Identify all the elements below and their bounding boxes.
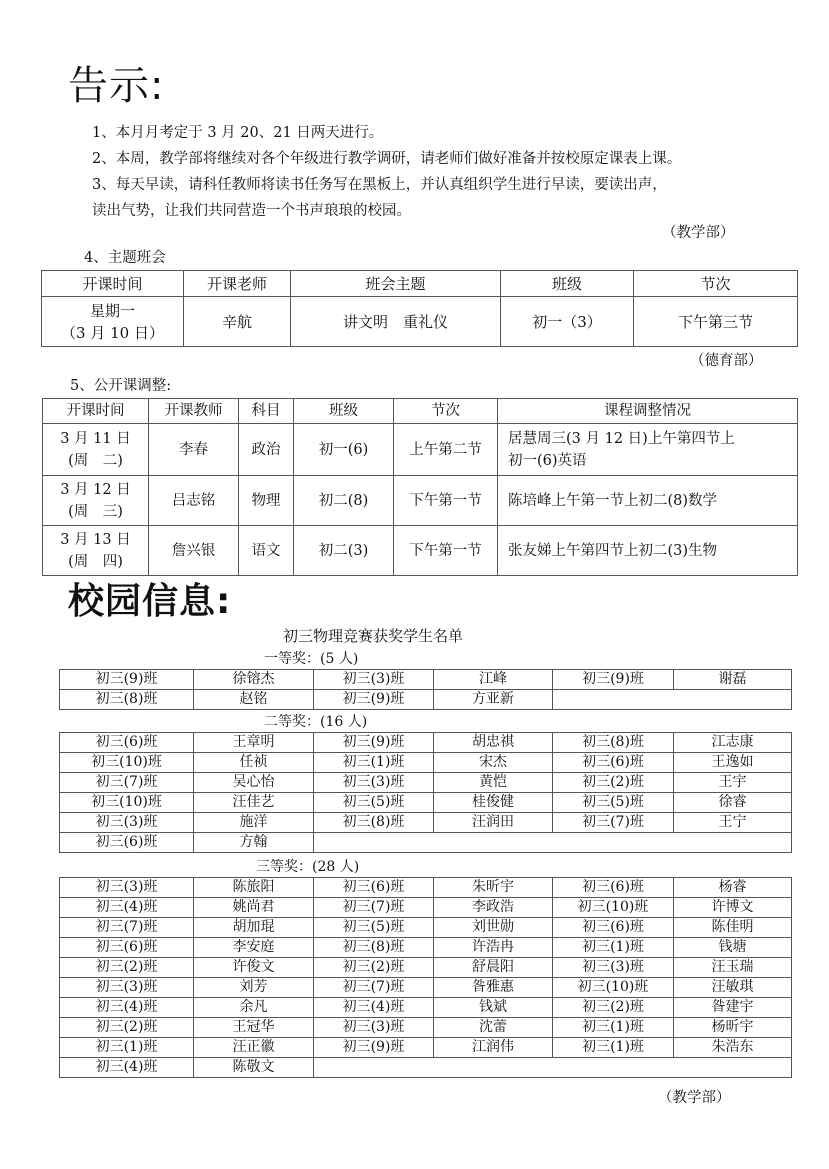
class-cell: 初三(4)班 bbox=[60, 898, 194, 918]
header-cell: 开课老师 bbox=[184, 271, 291, 297]
class-cell bbox=[294, 476, 394, 526]
class-cell: 初三(2)班 bbox=[60, 958, 194, 978]
teacher-cell bbox=[149, 476, 239, 526]
class-cell: 初三(4)班 bbox=[60, 1058, 194, 1078]
period-cell: 下午第三节 bbox=[634, 297, 798, 347]
student-name-cell: 谢磊 bbox=[674, 670, 792, 690]
teacher-cell-line: 詹兴银 bbox=[171, 542, 216, 559]
date-cell-line: (周 四) bbox=[68, 553, 123, 570]
date-cell-line: 3 月 13 日 bbox=[60, 531, 131, 548]
topic-cell: 讲文明 重礼仪 bbox=[291, 297, 501, 347]
date-cell bbox=[43, 476, 149, 526]
table-row bbox=[60, 1018, 792, 1038]
third-prize-table bbox=[59, 877, 792, 1078]
class-cell bbox=[294, 424, 394, 476]
student-name-cell: 施洋 bbox=[194, 813, 314, 833]
class-cell bbox=[294, 526, 394, 576]
time-line-2: （3 月 10 日） bbox=[61, 323, 164, 342]
student-name-cell: 任祯 bbox=[194, 753, 314, 773]
class-cell: 初三(7)班 bbox=[314, 978, 434, 998]
student-name-cell: 刘世勋 bbox=[434, 918, 553, 938]
table-row bbox=[60, 793, 792, 813]
class-cell: 初三(3)班 bbox=[314, 1018, 434, 1038]
first-prize-label: 一等奖：(5 人) bbox=[264, 651, 359, 667]
subject-cell bbox=[239, 526, 294, 576]
student-name-cell: 胡忠祺 bbox=[434, 733, 553, 753]
date-cell bbox=[43, 424, 149, 476]
teacher-cell-line: 李春 bbox=[179, 441, 208, 458]
date-cell bbox=[43, 526, 149, 576]
student-name-cell: 江志康 bbox=[674, 733, 792, 753]
class-cell: 初三(6)班 bbox=[553, 753, 674, 773]
class-meeting-heading: 4、主题班会 bbox=[84, 250, 166, 266]
table-header-row bbox=[43, 399, 798, 424]
teacher-cell bbox=[149, 526, 239, 576]
award-list-title: 初三物理竞赛获奖学生名单 bbox=[283, 627, 464, 645]
table-row bbox=[43, 424, 798, 476]
class-cell-line: 初二(8) bbox=[318, 492, 369, 509]
student-name-cell: 江润伟 bbox=[434, 1038, 553, 1058]
table-row bbox=[60, 998, 792, 1018]
class-cell: 初三(3)班 bbox=[553, 958, 674, 978]
header-cell: 科目 bbox=[239, 399, 294, 424]
class-cell: 初三(3)班 bbox=[60, 878, 194, 898]
student-name-cell: 许博文 bbox=[674, 898, 792, 918]
class-cell: 初三(9)班 bbox=[60, 670, 194, 690]
student-name-cell: 许俊文 bbox=[194, 958, 314, 978]
class-cell: 初三(4)班 bbox=[314, 998, 434, 1018]
student-name-cell: 徐睿 bbox=[674, 793, 792, 813]
student-name-cell: 杨昕宇 bbox=[674, 1018, 792, 1038]
class-meeting-signature: （德育部） bbox=[690, 353, 763, 369]
class-cell: 初三(3)班 bbox=[60, 813, 194, 833]
class-cell: 初三(6)班 bbox=[60, 833, 194, 853]
notice-title: 告示: bbox=[68, 63, 165, 109]
table-row bbox=[60, 690, 792, 710]
student-name-cell: 刘芳 bbox=[194, 978, 314, 998]
class-cell: 初三(7)班 bbox=[60, 773, 194, 793]
student-name-cell: 桂俊健 bbox=[434, 793, 553, 813]
class-cell: 初三(3)班 bbox=[60, 978, 194, 998]
adjustment-cell bbox=[498, 424, 798, 476]
class-cell: 初三(10)班 bbox=[553, 898, 674, 918]
class-cell: 初三(5)班 bbox=[314, 918, 434, 938]
table-row bbox=[60, 813, 792, 833]
student-name-cell: 黄恺 bbox=[434, 773, 553, 793]
subject-cell bbox=[239, 476, 294, 526]
second-prize-label: 二等奖：(16 人) bbox=[264, 714, 368, 730]
class-cell: 初三(7)班 bbox=[314, 898, 434, 918]
class-cell: 初三(9)班 bbox=[314, 733, 434, 753]
third-prize-label: 三等奖：(28 人) bbox=[256, 859, 360, 875]
student-name-cell: 宋杰 bbox=[434, 753, 553, 773]
header-cell: 班级 bbox=[501, 271, 634, 297]
adjustment-cell-line: 初一(6)英语 bbox=[508, 452, 587, 469]
class-cell: 初三(10)班 bbox=[553, 978, 674, 998]
table-row bbox=[60, 938, 792, 958]
table-row bbox=[43, 526, 798, 576]
open-class-table bbox=[42, 398, 798, 576]
class-cell-line: 初一(6) bbox=[318, 441, 369, 458]
student-name-cell: 昝雅惠 bbox=[434, 978, 553, 998]
student-name-cell: 江峰 bbox=[434, 670, 553, 690]
date-cell-line: (周 二) bbox=[68, 452, 123, 469]
class-cell: 初三(6)班 bbox=[314, 878, 434, 898]
class-cell: 初三(1)班 bbox=[60, 1038, 194, 1058]
class-cell: 初三(2)班 bbox=[314, 958, 434, 978]
period-cell bbox=[394, 476, 498, 526]
campus-signature: （教学部） bbox=[658, 1090, 731, 1106]
class-cell: 初三(8)班 bbox=[553, 733, 674, 753]
class-cell: 初三(2)班 bbox=[60, 1018, 194, 1038]
student-name-cell: 方亚新 bbox=[434, 690, 553, 710]
class-cell: 初三(9)班 bbox=[553, 670, 674, 690]
class-cell: 初三(3)班 bbox=[314, 670, 434, 690]
date-cell-line: 3 月 12 日 bbox=[60, 481, 131, 498]
header-cell: 课程调整情况 bbox=[498, 399, 798, 424]
student-name-cell: 李安庭 bbox=[194, 938, 314, 958]
subject-cell-line: 语文 bbox=[251, 542, 281, 559]
class-cell: 初三(5)班 bbox=[314, 793, 434, 813]
class-cell: 初三(1)班 bbox=[553, 1018, 674, 1038]
class-cell: 初三(3)班 bbox=[314, 773, 434, 793]
class-cell: 初三(8)班 bbox=[314, 938, 434, 958]
table-row bbox=[60, 753, 792, 773]
student-name-cell: 钱塘 bbox=[674, 938, 792, 958]
class-cell: 初三(8)班 bbox=[314, 813, 434, 833]
header-cell: 开课时间 bbox=[43, 399, 149, 424]
empty-cell bbox=[314, 1058, 792, 1078]
time-line-1: 星期一 bbox=[89, 301, 135, 320]
student-name-cell: 吴心怡 bbox=[194, 773, 314, 793]
empty-cell bbox=[553, 690, 792, 710]
student-name-cell: 陈佳明 bbox=[674, 918, 792, 938]
table-row bbox=[42, 297, 798, 347]
student-name-cell: 杨睿 bbox=[674, 878, 792, 898]
student-name-cell: 许浩冉 bbox=[434, 938, 553, 958]
period-cell bbox=[394, 424, 498, 476]
table-row bbox=[60, 1038, 792, 1058]
student-name-cell: 汪敏琪 bbox=[674, 978, 792, 998]
period-cell-line: 下午第一节 bbox=[409, 492, 482, 509]
table-row bbox=[60, 670, 792, 690]
student-name-cell: 汪佳艺 bbox=[194, 793, 314, 813]
class-cell: 初三(6)班 bbox=[60, 938, 194, 958]
subject-cell bbox=[239, 424, 294, 476]
class-cell: 初三(9)班 bbox=[314, 690, 434, 710]
header-cell: 班会主题 bbox=[291, 271, 501, 297]
notice-signature: （教学部） bbox=[662, 225, 735, 241]
student-name-cell: 王冠华 bbox=[194, 1018, 314, 1038]
student-name-cell: 沈蕾 bbox=[434, 1018, 553, 1038]
subject-cell-line: 政治 bbox=[251, 441, 281, 458]
period-cell-line: 下午第一节 bbox=[409, 542, 482, 559]
student-name-cell: 姚尚君 bbox=[194, 898, 314, 918]
student-name-cell: 昝建宇 bbox=[674, 998, 792, 1018]
header-cell: 班级 bbox=[294, 399, 394, 424]
teacher-cell bbox=[149, 424, 239, 476]
header-cell: 节次 bbox=[634, 271, 798, 297]
period-cell-line: 上午第二节 bbox=[409, 441, 482, 458]
class-cell: 初三(9)班 bbox=[314, 1038, 434, 1058]
table-row bbox=[60, 833, 792, 853]
student-name-cell: 陈旅阳 bbox=[194, 878, 314, 898]
table-row bbox=[60, 898, 792, 918]
class-cell: 初三(10)班 bbox=[60, 753, 194, 773]
student-name-cell: 汪玉瑞 bbox=[674, 958, 792, 978]
notice-item-2: 2、本周，教学部将继续对各个年级进行教学调研，请老师们做好准备并按校原定课表上课。 bbox=[92, 151, 682, 167]
table-row bbox=[60, 918, 792, 938]
campus-title: 校园信息: bbox=[68, 581, 232, 622]
empty-cell bbox=[314, 833, 792, 853]
student-name-cell: 胡加琨 bbox=[194, 918, 314, 938]
header-cell: 节次 bbox=[394, 399, 498, 424]
student-name-cell: 汪正徽 bbox=[194, 1038, 314, 1058]
adjustment-cell bbox=[498, 476, 798, 526]
class-cell: 初三(2)班 bbox=[553, 773, 674, 793]
period-cell bbox=[394, 526, 498, 576]
first-prize-table bbox=[59, 669, 792, 710]
student-name-cell: 方翰 bbox=[194, 833, 314, 853]
notice-item-1: 1、本月月考定于 3 月 20、21 日两天进行。 bbox=[92, 125, 384, 141]
open-class-heading: 5、公开课调整: bbox=[70, 378, 172, 394]
table-row bbox=[43, 476, 798, 526]
notice-item-3-continued: 读出气势，让我们共同营造一个书声琅琅的校园。 bbox=[92, 203, 411, 219]
student-name-cell: 陈敬文 bbox=[194, 1058, 314, 1078]
teacher-cell-line: 吕志铭 bbox=[171, 492, 216, 509]
header-cell: 开课时间 bbox=[42, 271, 184, 297]
student-name-cell: 舒晨阳 bbox=[434, 958, 553, 978]
student-name-cell: 李政浩 bbox=[434, 898, 553, 918]
class-cell: 初三(10)班 bbox=[60, 793, 194, 813]
second-prize-table bbox=[59, 732, 792, 853]
class-cell: 初三(6)班 bbox=[553, 918, 674, 938]
class-cell: 初三(2)班 bbox=[553, 998, 674, 1018]
class-cell: 初三(1)班 bbox=[553, 938, 674, 958]
date-cell-line: 3 月 11 日 bbox=[60, 430, 131, 447]
class-cell: 初三(8)班 bbox=[60, 690, 194, 710]
class-cell: 初三(6)班 bbox=[60, 733, 194, 753]
date-cell-line: (周 三) bbox=[68, 503, 123, 520]
class-cell: 初三(7)班 bbox=[60, 918, 194, 938]
table-row bbox=[60, 878, 792, 898]
table-row bbox=[60, 773, 792, 793]
adjustment-cell bbox=[498, 526, 798, 576]
student-name-cell: 朱浩东 bbox=[674, 1038, 792, 1058]
adjustment-cell-line: 张友娣上午第四节上初二(3)生物 bbox=[508, 542, 718, 559]
notice-item-3: 3、每天早读，请科任教师将读书任务写在黑板上，并认真组织学生进行早读，要读出声， bbox=[92, 177, 667, 193]
subject-cell-line: 物理 bbox=[251, 492, 281, 509]
student-name-cell: 钱斌 bbox=[434, 998, 553, 1018]
table-header-row bbox=[42, 271, 798, 297]
table-row bbox=[60, 1058, 792, 1078]
student-name-cell: 徐镕杰 bbox=[194, 670, 314, 690]
student-name-cell: 余凡 bbox=[194, 998, 314, 1018]
adjustment-cell-line: 居慧周三(3 月 12 日)上午第四节上 bbox=[508, 430, 735, 447]
header-cell: 开课教师 bbox=[149, 399, 239, 424]
class-cell: 初一（3） bbox=[501, 297, 634, 347]
class-meeting-table bbox=[41, 270, 798, 347]
class-cell: 初三(7)班 bbox=[553, 813, 674, 833]
class-cell: 初三(5)班 bbox=[553, 793, 674, 813]
teacher-cell: 辛航 bbox=[184, 297, 291, 347]
time-cell bbox=[42, 297, 184, 347]
class-cell-line: 初二(3) bbox=[318, 542, 369, 559]
table-row bbox=[60, 733, 792, 753]
table-row bbox=[60, 958, 792, 978]
student-name-cell: 王章明 bbox=[194, 733, 314, 753]
student-name-cell: 汪润田 bbox=[434, 813, 553, 833]
table-row bbox=[60, 978, 792, 998]
student-name-cell: 王宁 bbox=[674, 813, 792, 833]
class-cell: 初三(4)班 bbox=[60, 998, 194, 1018]
class-cell: 初三(1)班 bbox=[553, 1038, 674, 1058]
student-name-cell: 王宇 bbox=[674, 773, 792, 793]
class-cell: 初三(6)班 bbox=[553, 878, 674, 898]
class-cell: 初三(1)班 bbox=[314, 753, 434, 773]
adjustment-cell-line: 陈培峰上午第一节上初二(8)数学 bbox=[508, 492, 718, 509]
student-name-cell: 赵铭 bbox=[194, 690, 314, 710]
student-name-cell: 朱昕宇 bbox=[434, 878, 553, 898]
student-name-cell: 王逸如 bbox=[674, 753, 792, 773]
